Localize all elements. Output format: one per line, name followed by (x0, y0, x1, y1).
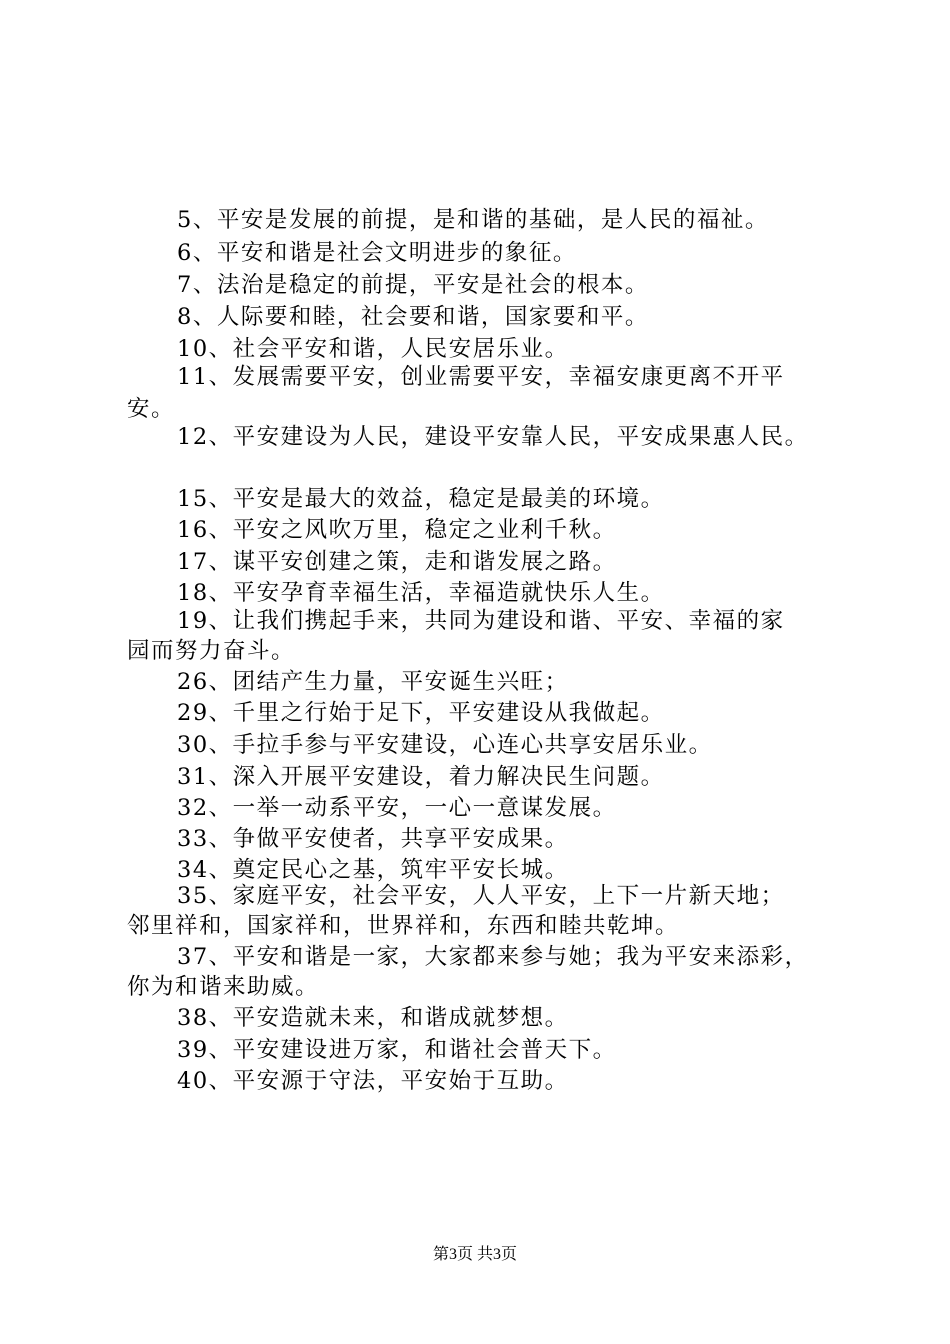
text-line: 10、社会平安和谐，人民安居乐业。 (177, 336, 569, 362)
text-line: 16、平安之风吹万里，稳定之业利千秋。 (177, 517, 617, 543)
text-line: 6、平安和谐是社会文明进步的象征。 (177, 240, 577, 266)
text-line: 园而努力奋斗。 (127, 638, 296, 664)
text-line: 39、平安建设进万家，和谐社会普天下。 (177, 1037, 617, 1063)
text-line: 38、平安造就未来，和谐成就梦想。 (177, 1005, 569, 1031)
text-line: 你为和谐来助威。 (127, 974, 320, 1000)
text-line: 34、奠定民心之基，筑牢平安长城。 (177, 857, 569, 883)
text-line: 11、发展需要平安，创业需要平安，幸福安康更离不开平 (177, 364, 785, 390)
text-line: 15、平安是最大的效益，稳定是最美的环境。 (177, 486, 665, 512)
text-line: 邻里祥和，国家祥和，世界祥和，东西和睦共乾坤。 (127, 913, 680, 939)
page-footer: 第3页 共3页 (432, 1246, 517, 1263)
text-line: 安。 (127, 396, 176, 422)
text-line: 18、平安孕育幸福生活，幸福造就快乐人生。 (177, 580, 665, 606)
text-line: 17、谋平安创建之策，走和谐发展之路。 (177, 549, 617, 575)
text-line: 35、家庭平安，社会平安，人人平安，上下一片新天地； (177, 883, 785, 909)
text-line: 7、法治是稳定的前提，平安是社会的根本。 (177, 272, 649, 298)
text-line: 40、平安源于守法，平安始于互助。 (177, 1068, 569, 1094)
text-line: 12、平安建设为人民，建设平安靠人民，平安成果惠人民。 (177, 424, 809, 450)
text-line: 30、手拉手参与平安建设，心连心共享安居乐业。 (177, 732, 713, 758)
text-line: 8、人际要和睦，社会要和谐，国家要和平。 (177, 304, 649, 330)
text-line: 19、让我们携起手来，共同为建设和谐、平安、幸福的家 (177, 608, 785, 634)
text-line: 32、一举一动系平安，一心一意谋发展。 (177, 795, 617, 821)
text-line: 33、争做平安使者，共享平安成果。 (177, 826, 569, 852)
text-line: 26、团结产生力量，平安诞生兴旺； (177, 669, 569, 695)
text-line: 31、深入开展平安建设，着力解决民生问题。 (177, 764, 665, 790)
text-line: 37、平安和谐是一家，大家都来参与她；我为平安来添彩， (177, 944, 809, 970)
text-line: 5、平安是发展的前提，是和谐的基础，是人民的福祉。 (177, 207, 769, 233)
text-line: 29、千里之行始于足下，平安建设从我做起。 (177, 700, 665, 726)
